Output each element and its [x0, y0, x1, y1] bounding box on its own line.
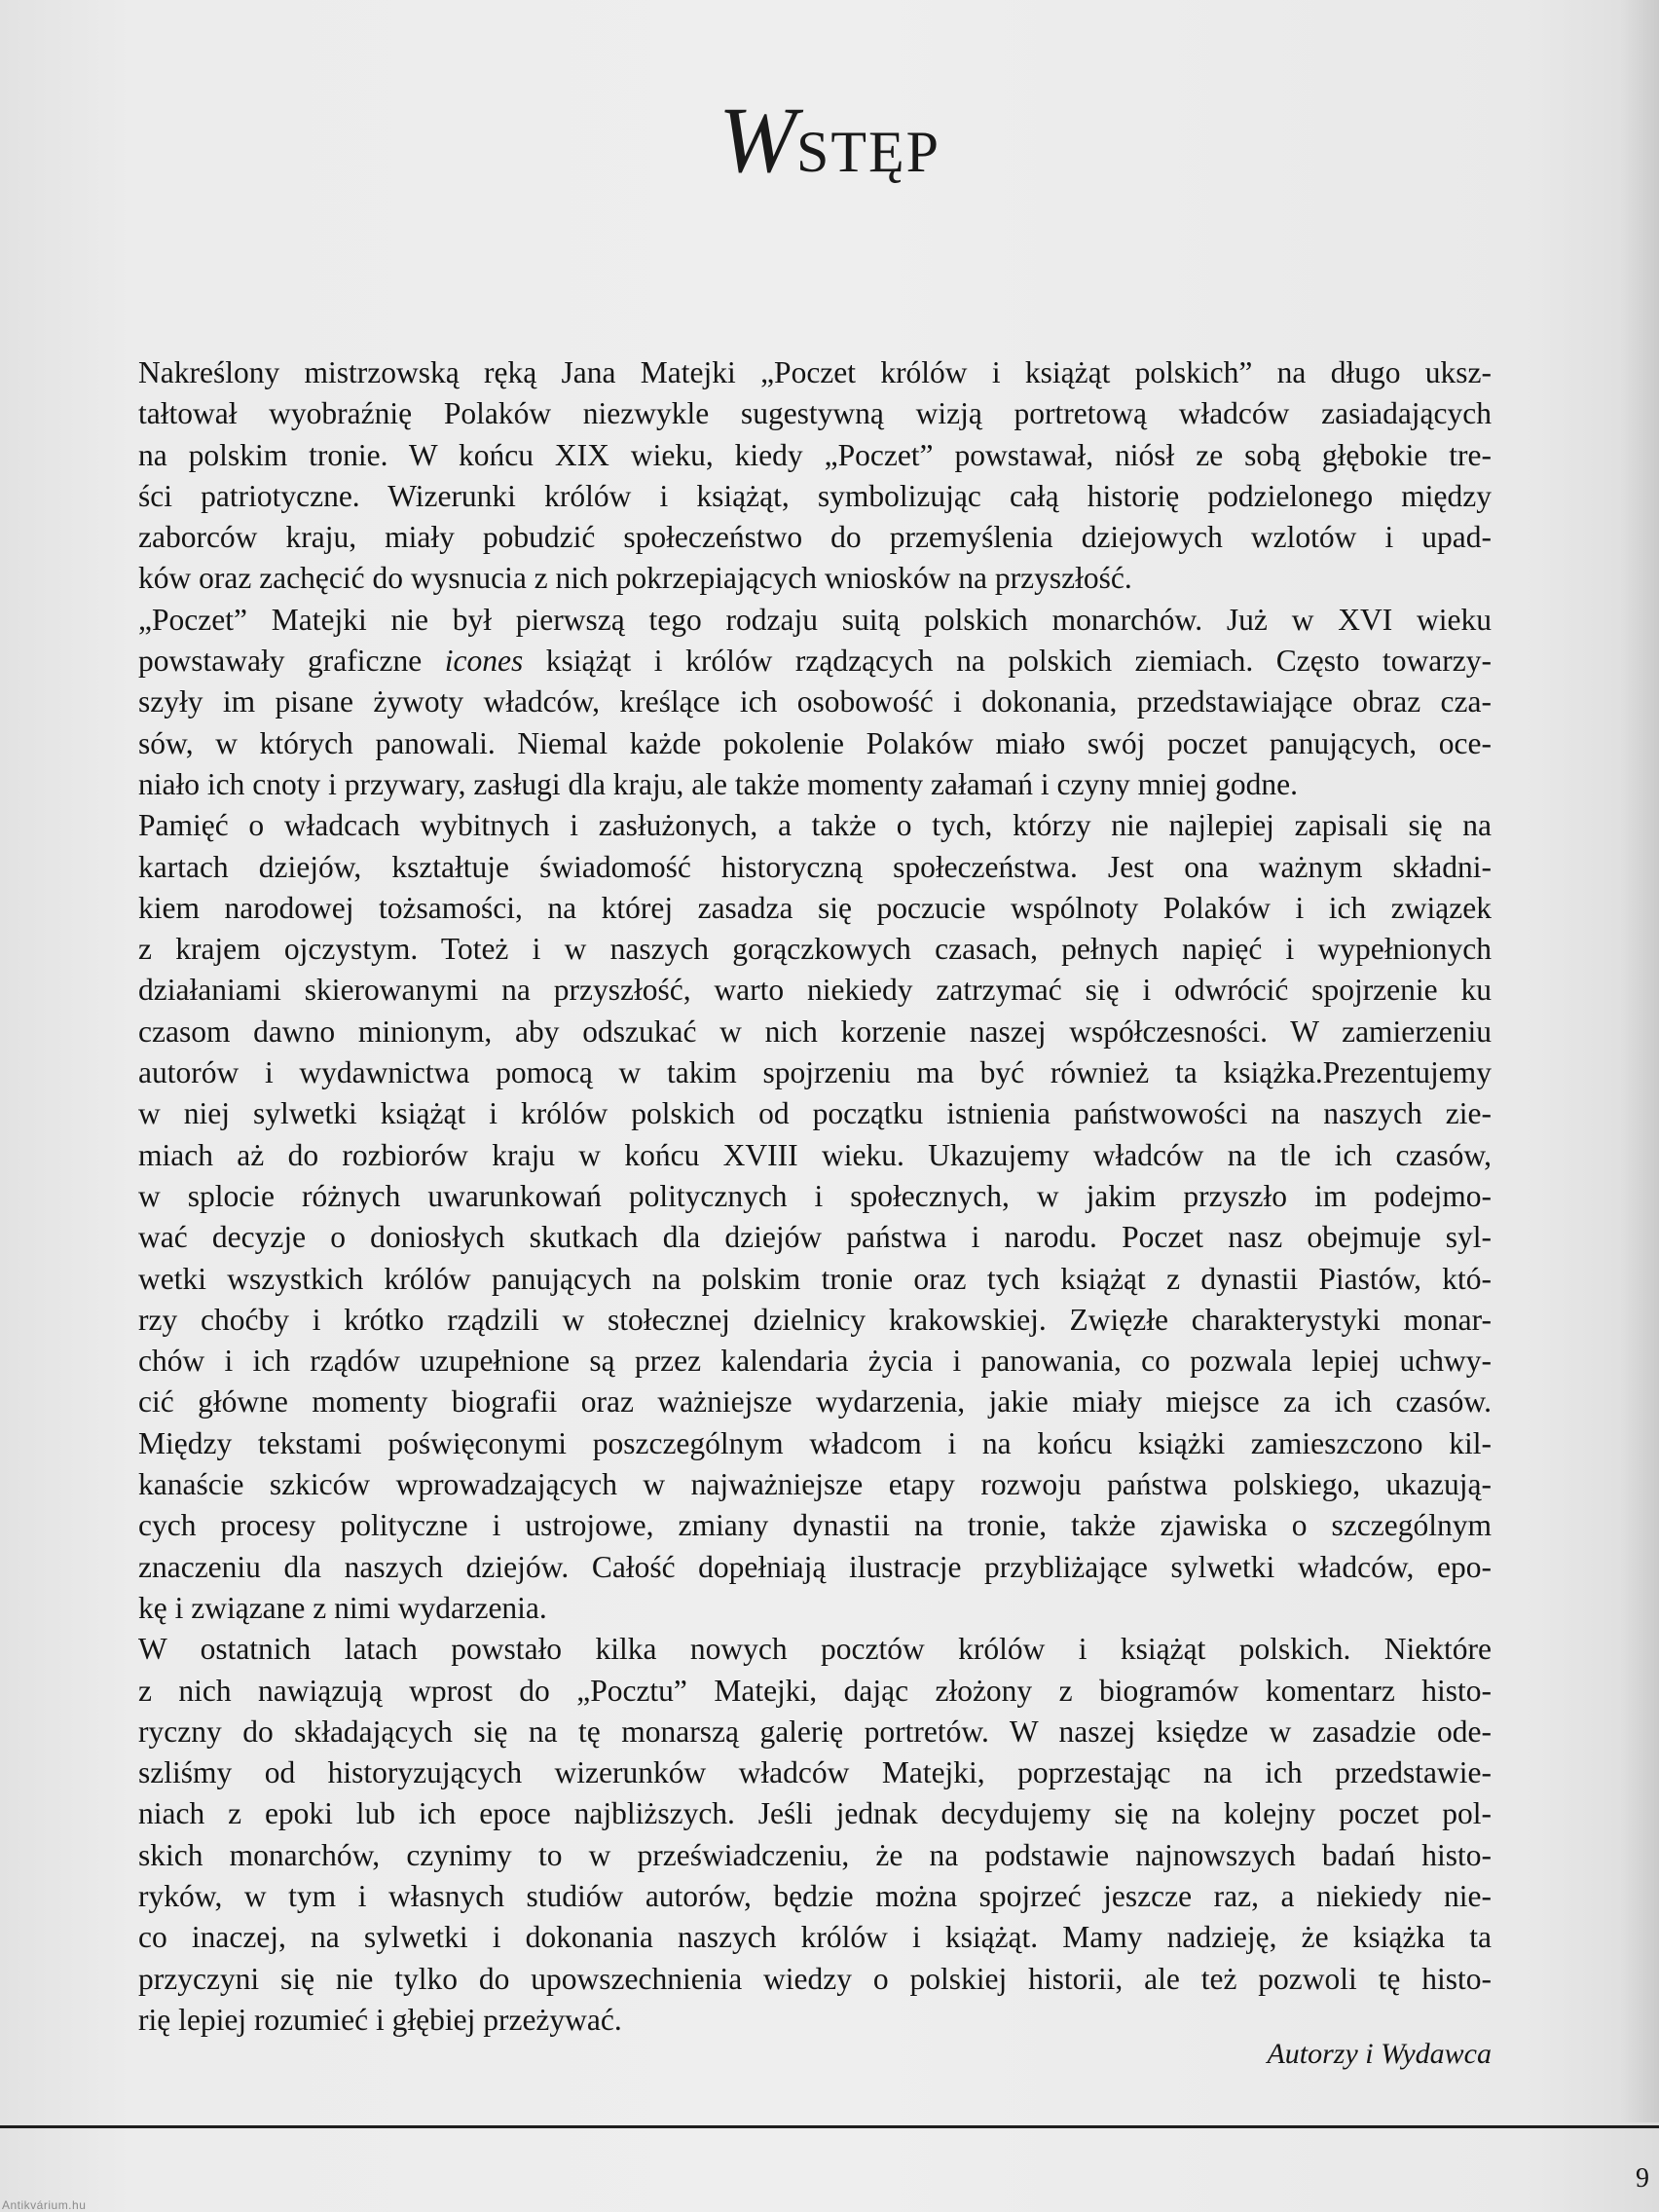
text-line: niach z epoki lub ich epoce najbliższych. Jeśli jednak decydujemy się na kolejny poczet pol-	[138, 1796, 1492, 1831]
text-line: z nich nawiązują wprost do „Pocztu” Matejki, dając złożony z biogramów komentarz histo-	[138, 1673, 1492, 1708]
page-title	[0, 86, 1659, 194]
text-line: szyły im pisane żywoty władców, kreślące ich osobowość i dokonania, przedstawiające obraz cza-	[138, 684, 1492, 719]
text-line: wetki wszystkich królów panujących na polskim tronie oraz tych książąt z dynastii Piastów, któ-	[138, 1261, 1492, 1296]
text-line: Nakreślony mistrzowską ręką Jana Matejki „Poczet królów i książąt polskich” na długo uksz-	[138, 355, 1492, 389]
text-line: kiem narodowej tożsamości, na której zasadza się poczucie wspólnoty Polaków i ich związek	[138, 890, 1492, 925]
text-line: działaniami skierowanymi na przyszłość, warto niekiedy zatrzymać się i odwrócić spojrzenie ku	[138, 973, 1492, 1008]
text-line: ryczny do składających się na tę monarszą galerię portretów. W naszej księdze w zasadzie ode-	[138, 1714, 1492, 1749]
text-line: „Poczet” Matejki nie był pierwszą tego rodzaju suitą polskich monarchów. Już w XVI wieku	[138, 602, 1492, 637]
text-line: skich monarchów, czynimy to w przeświadczeniu, że na podstawie najnowszych badań histo-	[138, 1837, 1492, 1872]
text-line: szliśmy od historyzujących wizerunków władców Matejki, poprzestając na ich przedstawie-	[138, 1755, 1492, 1790]
paragraph	[138, 1629, 1492, 2041]
text-line: miach aż do rozbiorów kraju w końcu XVIII wieku. Ukazujemy władców na tle ich czasów,	[138, 1137, 1492, 1172]
text-line: ści patriotyczne. Wizerunki królów i książąt, symbolizując całą historię podzielonego między	[138, 478, 1492, 513]
paragraph	[138, 600, 1492, 805]
body-text	[138, 352, 1492, 2041]
text-line: rzy choćby i krótko rządzili w stołecznej dzielnicy krakowskiej. Zwięzłe charakterystyki monar-	[138, 1302, 1492, 1337]
text-line: w splocie różnych uwarunkowań politycznych i społecznych, w jakim przyszło im podejmo-	[138, 1178, 1492, 1213]
text-line: wać decyzje o doniosłych skutkach dla dziejów państwa i narodu. Poczet nasz obejmuje syl-	[138, 1220, 1492, 1255]
watermark: Antikvárium.hu	[2, 2198, 87, 2212]
text-line: na polskim tronie. W końcu XIX wieku, kiedy „Poczet” powstawał, niósł ze sobą głębokie tre-	[138, 437, 1492, 472]
title-initial: W	[718, 88, 796, 192]
text-line: cych procesy polityczne i ustrojowe, zmiany dynastii na tronie, także zjawiska o szczególnym	[138, 1508, 1492, 1543]
text-line: ryków, w tym i własnych studiów autorów, będzie można spojrzeć jeszcze raz, a niekiedy nie-	[138, 1878, 1492, 1913]
text-line: sów, w których panowali. Niemal każde pokolenie Polaków miało swój poczet panujących, oce-	[138, 725, 1492, 760]
text-line: w niej sylwetki książąt i królów polskich od początku istnienia państwowości na naszych zie-	[138, 1096, 1492, 1131]
text-line: autorów i wydawnictwa pomocą w takim spojrzeniu ma być również ta książka.Prezentujemy	[138, 1055, 1492, 1090]
text-line: kę i związane z nimi wydarzenia.	[138, 1590, 547, 1625]
text-line: niało ich cnoty i przywary, zasługi dla kraju, ale także momenty załamań i czyny mniej godne.	[138, 766, 1299, 801]
text-line: W ostatnich latach powstało kilka nowych pocztów królów i książąt polskich. Niektóre	[138, 1632, 1492, 1667]
text-line: przyczyni się nie tylko do upowszechnienia wiedzy o polskiej historii, ale też pozwoli tę histo-	[138, 1961, 1492, 1996]
text-line: co inaczej, na sylwetki i dokonania naszych królów i książąt. Mamy nadzieję, że książka ta	[138, 1920, 1492, 1955]
text-line: z krajem ojczystym. Toteż i w naszych gorączkowych czasach, pełnych napięć i wypełnionych	[138, 932, 1492, 967]
page-edge-shadow	[1620, 0, 1659, 2122]
paragraph	[138, 352, 1492, 600]
text-line: powstawały graficzne icones książąt i królów rządzących na polskich ziemiach. Często towarzy-	[138, 644, 1492, 679]
text-line: kartach dziejów, kształtuje świadomość historyczną społeczeństwa. Jest ona ważnym składni-	[138, 849, 1492, 884]
text-line: Pamięć o władcach wybitnych i zasłużonych, a także o tych, którzy nie najlepiej zapisali się na	[138, 808, 1492, 843]
text-line: kanaście szkiców wprowadzających w najważniejsze etapy rozwoju państwa polskiego, ukazują-	[138, 1467, 1492, 1502]
text-line: rię lepiej rozumieć i głębiej przeżywać.	[138, 2002, 622, 2037]
text-line: znaczeniu dla naszych dziejów. Całość dopełniają ilustracje przybliżające sylwetki władców, epo-	[138, 1549, 1492, 1584]
title-rest: STĘP	[795, 120, 940, 184]
text-line: czasom dawno minionym, aby odszukać w nich korzenie naszej współczesności. W zamierzeniu	[138, 1014, 1492, 1049]
text-line: zaborców kraju, miały pobudzić społeczeństwo do przemyślenia dziejowych wzlotów i upad-	[138, 520, 1492, 555]
text-line: Między tekstami poświęconymi poszczególnym władcom i na końcu książki zamieszczono kil-	[138, 1425, 1492, 1460]
paragraph	[138, 805, 1492, 1629]
text-line: tałtował wyobraźnię Polaków niezwykle sugestywną wizją portretową władców zasiadających	[138, 396, 1492, 431]
signature: Autorzy i Wydawca	[1267, 2038, 1492, 2070]
text-line: cić główne momenty biografii oraz ważniejsze wydarzenia, jakie miały miejsce za ich czasów.	[138, 1384, 1492, 1419]
page-number: 9	[1636, 2163, 1649, 2194]
text-line: chów i ich rządów uzupełnione są przez kalendaria życia i panowania, co pozwala lepiej uchwy-	[138, 1344, 1492, 1379]
text-line: ków oraz zachęcić do wysnucia z nich pokrzepiających wniosków na przyszłość.	[138, 561, 1132, 596]
footer-rule	[0, 2125, 1659, 2128]
